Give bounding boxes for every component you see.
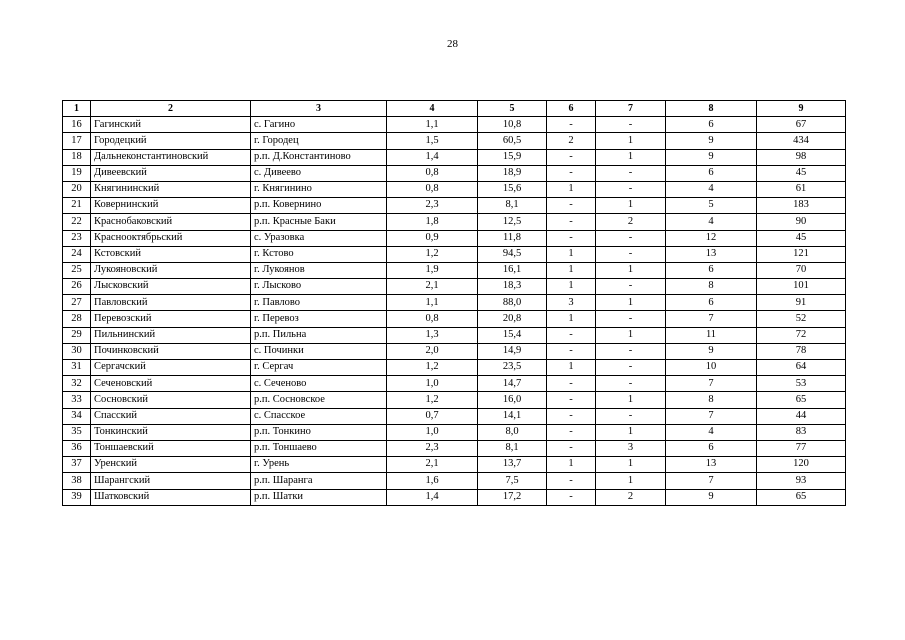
center-name-cell: р.п. Красные Баки <box>251 214 387 230</box>
col4-cell: 1,2 <box>387 246 478 262</box>
col6-cell: - <box>547 473 596 489</box>
col7-cell: 1 <box>596 327 666 343</box>
col6-cell: - <box>547 230 596 246</box>
col5-cell: 13,7 <box>478 457 547 473</box>
row-number-cell: 28 <box>63 311 91 327</box>
row-number-cell: 18 <box>63 149 91 165</box>
table-row <box>63 360 846 376</box>
col4-cell: 0,8 <box>387 165 478 181</box>
district-name-cell: Шатковский <box>91 489 251 505</box>
col7-cell: 1 <box>596 392 666 408</box>
row-number-cell: 17 <box>63 133 91 149</box>
col8-cell: 13 <box>666 457 757 473</box>
row-number-cell: 36 <box>63 440 91 456</box>
col7-cell: - <box>596 311 666 327</box>
table-row <box>63 133 846 149</box>
col6-cell: - <box>547 392 596 408</box>
row-number-cell: 32 <box>63 376 91 392</box>
header-cell: 6 <box>547 101 596 117</box>
col4-cell: 1,4 <box>387 149 478 165</box>
col4-cell: 2,3 <box>387 440 478 456</box>
col8-cell: 4 <box>666 214 757 230</box>
col4-cell: 1,5 <box>387 133 478 149</box>
row-number-cell: 23 <box>63 230 91 246</box>
col9-cell: 53 <box>757 376 846 392</box>
col6-cell: 1 <box>547 360 596 376</box>
col8-cell: 6 <box>666 117 757 133</box>
center-name-cell: с. Спасское <box>251 408 387 424</box>
district-name-cell: Ковернинский <box>91 198 251 214</box>
col5-cell: 8,1 <box>478 198 547 214</box>
district-name-cell: Дальнеконстантиновский <box>91 149 251 165</box>
district-name-cell: Гагинский <box>91 117 251 133</box>
col7-cell: - <box>596 117 666 133</box>
center-name-cell: р.п. Тоншаево <box>251 440 387 456</box>
col5-cell: 16,1 <box>478 262 547 278</box>
col8-cell: 9 <box>666 149 757 165</box>
table-row <box>63 165 846 181</box>
col4-cell: 1,2 <box>387 360 478 376</box>
center-name-cell: р.п. Д.Константиново <box>251 149 387 165</box>
col6-cell: 1 <box>547 457 596 473</box>
district-name-cell: Княгининский <box>91 181 251 197</box>
center-name-cell: г. Кстово <box>251 246 387 262</box>
district-name-cell: Спасский <box>91 408 251 424</box>
table-body <box>63 117 846 506</box>
header-cell: 5 <box>478 101 547 117</box>
row-number-cell: 21 <box>63 198 91 214</box>
center-name-cell: р.п. Пильна <box>251 327 387 343</box>
district-name-cell: Уренский <box>91 457 251 473</box>
header-cell: 2 <box>91 101 251 117</box>
table-row <box>63 457 846 473</box>
table-row <box>63 408 846 424</box>
table-row <box>63 424 846 440</box>
table-row <box>63 343 846 359</box>
col8-cell: 7 <box>666 376 757 392</box>
district-name-cell: Тоншаевский <box>91 440 251 456</box>
col6-cell: - <box>547 440 596 456</box>
col7-cell: - <box>596 181 666 197</box>
col6-cell: 2 <box>547 133 596 149</box>
center-name-cell: г. Городец <box>251 133 387 149</box>
col4-cell: 0,8 <box>387 181 478 197</box>
center-name-cell: г. Перевоз <box>251 311 387 327</box>
col5-cell: 23,5 <box>478 360 547 376</box>
table-row <box>63 440 846 456</box>
district-name-cell: Сосновский <box>91 392 251 408</box>
col6-cell: 1 <box>547 279 596 295</box>
table-row <box>63 230 846 246</box>
col9-cell: 65 <box>757 392 846 408</box>
col4-cell: 1,6 <box>387 473 478 489</box>
col9-cell: 91 <box>757 295 846 311</box>
district-name-cell: Краснооктябрьский <box>91 230 251 246</box>
col9-cell: 434 <box>757 133 846 149</box>
col5-cell: 18,3 <box>478 279 547 295</box>
col9-cell: 61 <box>757 181 846 197</box>
col6-cell: - <box>547 408 596 424</box>
row-number-cell: 25 <box>63 262 91 278</box>
col8-cell: 7 <box>666 311 757 327</box>
col8-cell: 9 <box>666 343 757 359</box>
center-name-cell: р.п. Ковернино <box>251 198 387 214</box>
center-name-cell: р.п. Сосновское <box>251 392 387 408</box>
col6-cell: - <box>547 376 596 392</box>
row-number-cell: 30 <box>63 343 91 359</box>
col4-cell: 1,0 <box>387 424 478 440</box>
district-name-cell: Пильнинский <box>91 327 251 343</box>
district-name-cell: Городецкий <box>91 133 251 149</box>
col8-cell: 8 <box>666 279 757 295</box>
col6-cell: - <box>547 214 596 230</box>
table-row <box>63 311 846 327</box>
col9-cell: 90 <box>757 214 846 230</box>
col9-cell: 121 <box>757 246 846 262</box>
district-name-cell: Лысковский <box>91 279 251 295</box>
district-name-cell: Тонкинский <box>91 424 251 440</box>
col8-cell: 4 <box>666 424 757 440</box>
district-name-cell: Лукояновский <box>91 262 251 278</box>
col5-cell: 94,5 <box>478 246 547 262</box>
col4-cell: 0,8 <box>387 311 478 327</box>
row-number-cell: 39 <box>63 489 91 505</box>
col4-cell: 2,3 <box>387 198 478 214</box>
col9-cell: 120 <box>757 457 846 473</box>
center-name-cell: с. Починки <box>251 343 387 359</box>
col9-cell: 183 <box>757 198 846 214</box>
center-name-cell: с. Гагино <box>251 117 387 133</box>
col5-cell: 16,0 <box>478 392 547 408</box>
col8-cell: 12 <box>666 230 757 246</box>
col5-cell: 60,5 <box>478 133 547 149</box>
col8-cell: 6 <box>666 440 757 456</box>
col5-cell: 88,0 <box>478 295 547 311</box>
table-row <box>63 473 846 489</box>
col9-cell: 78 <box>757 343 846 359</box>
col4-cell: 2,1 <box>387 457 478 473</box>
center-name-cell: г. Сергач <box>251 360 387 376</box>
center-name-cell: г. Урень <box>251 457 387 473</box>
row-number-cell: 29 <box>63 327 91 343</box>
col7-cell: 1 <box>596 457 666 473</box>
col9-cell: 52 <box>757 311 846 327</box>
col4-cell: 1,9 <box>387 262 478 278</box>
col9-cell: 64 <box>757 360 846 376</box>
col5-cell: 20,8 <box>478 311 547 327</box>
header-cell: 9 <box>757 101 846 117</box>
col7-cell: 2 <box>596 214 666 230</box>
header-cell: 4 <box>387 101 478 117</box>
table-row <box>63 246 846 262</box>
col6-cell: 3 <box>547 295 596 311</box>
table-row <box>63 295 846 311</box>
col4-cell: 0,9 <box>387 230 478 246</box>
col4-cell: 1,8 <box>387 214 478 230</box>
col6-cell: 1 <box>547 246 596 262</box>
col5-cell: 15,9 <box>478 149 547 165</box>
col5-cell: 8,1 <box>478 440 547 456</box>
center-name-cell: г. Лукоянов <box>251 262 387 278</box>
col9-cell: 93 <box>757 473 846 489</box>
table-row <box>63 327 846 343</box>
center-name-cell: р.п. Тонкино <box>251 424 387 440</box>
col6-cell: 1 <box>547 181 596 197</box>
header-cell: 1 <box>63 101 91 117</box>
district-name-cell: Шарангский <box>91 473 251 489</box>
col5-cell: 14,9 <box>478 343 547 359</box>
col7-cell: 1 <box>596 295 666 311</box>
col7-cell: - <box>596 376 666 392</box>
col5-cell: 11,8 <box>478 230 547 246</box>
col6-cell: - <box>547 343 596 359</box>
col5-cell: 8,0 <box>478 424 547 440</box>
col4-cell: 1,2 <box>387 392 478 408</box>
col6-cell: - <box>547 489 596 505</box>
center-name-cell: р.п. Шатки <box>251 489 387 505</box>
center-name-cell: г. Лысково <box>251 279 387 295</box>
table-row <box>63 279 846 295</box>
col7-cell: 1 <box>596 424 666 440</box>
col7-cell: - <box>596 230 666 246</box>
col4-cell: 1,3 <box>387 327 478 343</box>
district-name-cell: Перевозский <box>91 311 251 327</box>
col7-cell: 3 <box>596 440 666 456</box>
col8-cell: 7 <box>666 473 757 489</box>
table-row <box>63 117 846 133</box>
col6-cell: - <box>547 149 596 165</box>
table-row <box>63 262 846 278</box>
col7-cell: 1 <box>596 473 666 489</box>
header-cell: 8 <box>666 101 757 117</box>
col4-cell: 1,4 <box>387 489 478 505</box>
center-name-cell: г. Княгинино <box>251 181 387 197</box>
col7-cell: - <box>596 343 666 359</box>
col4-cell: 1,1 <box>387 295 478 311</box>
col4-cell: 1,0 <box>387 376 478 392</box>
col8-cell: 5 <box>666 198 757 214</box>
col6-cell: - <box>547 117 596 133</box>
center-name-cell: г. Павлово <box>251 295 387 311</box>
col5-cell: 12,5 <box>478 214 547 230</box>
table-row <box>63 392 846 408</box>
col8-cell: 13 <box>666 246 757 262</box>
district-name-cell: Дивеевский <box>91 165 251 181</box>
col9-cell: 67 <box>757 117 846 133</box>
row-number-cell: 31 <box>63 360 91 376</box>
page-number: 28 <box>447 38 458 50</box>
table-row <box>63 181 846 197</box>
center-name-cell: р.п. Шаранга <box>251 473 387 489</box>
col5-cell: 14,1 <box>478 408 547 424</box>
col9-cell: 83 <box>757 424 846 440</box>
row-number-cell: 19 <box>63 165 91 181</box>
col5-cell: 17,2 <box>478 489 547 505</box>
district-name-cell: Кстовский <box>91 246 251 262</box>
center-name-cell: с. Сеченово <box>251 376 387 392</box>
table-row <box>63 214 846 230</box>
col5-cell: 14,7 <box>478 376 547 392</box>
header-cell: 3 <box>251 101 387 117</box>
col5-cell: 15,6 <box>478 181 547 197</box>
district-name-cell: Сеченовский <box>91 376 251 392</box>
col7-cell: 1 <box>596 262 666 278</box>
center-name-cell: с. Дивеево <box>251 165 387 181</box>
col8-cell: 8 <box>666 392 757 408</box>
row-number-cell: 16 <box>63 117 91 133</box>
col4-cell: 2,1 <box>387 279 478 295</box>
col5-cell: 15,4 <box>478 327 547 343</box>
col9-cell: 98 <box>757 149 846 165</box>
col6-cell: 1 <box>547 311 596 327</box>
table-row <box>63 376 846 392</box>
row-number-cell: 37 <box>63 457 91 473</box>
header-cell: 7 <box>596 101 666 117</box>
district-name-cell: Павловский <box>91 295 251 311</box>
row-number-cell: 33 <box>63 392 91 408</box>
row-number-cell: 27 <box>63 295 91 311</box>
col9-cell: 45 <box>757 165 846 181</box>
col7-cell: - <box>596 360 666 376</box>
table-row <box>63 489 846 505</box>
col5-cell: 10,8 <box>478 117 547 133</box>
col7-cell: - <box>596 408 666 424</box>
col8-cell: 4 <box>666 181 757 197</box>
col9-cell: 70 <box>757 262 846 278</box>
row-number-cell: 24 <box>63 246 91 262</box>
table-header-row <box>63 101 846 117</box>
col9-cell: 101 <box>757 279 846 295</box>
col9-cell: 45 <box>757 230 846 246</box>
col8-cell: 9 <box>666 489 757 505</box>
col9-cell: 77 <box>757 440 846 456</box>
row-number-cell: 38 <box>63 473 91 489</box>
col7-cell: - <box>596 279 666 295</box>
table-row <box>63 149 846 165</box>
col9-cell: 72 <box>757 327 846 343</box>
col6-cell: - <box>547 165 596 181</box>
col7-cell: 2 <box>596 489 666 505</box>
col7-cell: - <box>596 165 666 181</box>
col7-cell: 1 <box>596 149 666 165</box>
row-number-cell: 26 <box>63 279 91 295</box>
col8-cell: 10 <box>666 360 757 376</box>
col4-cell: 1,1 <box>387 117 478 133</box>
col6-cell: - <box>547 327 596 343</box>
col6-cell: 1 <box>547 262 596 278</box>
col5-cell: 18,9 <box>478 165 547 181</box>
row-number-cell: 34 <box>63 408 91 424</box>
col7-cell: 1 <box>596 198 666 214</box>
district-data-table <box>62 100 846 506</box>
row-number-cell: 35 <box>63 424 91 440</box>
row-number-cell: 22 <box>63 214 91 230</box>
col6-cell: - <box>547 198 596 214</box>
table-row <box>63 198 846 214</box>
col8-cell: 9 <box>666 133 757 149</box>
col8-cell: 6 <box>666 295 757 311</box>
col5-cell: 7,5 <box>478 473 547 489</box>
col4-cell: 0,7 <box>387 408 478 424</box>
col9-cell: 65 <box>757 489 846 505</box>
col4-cell: 2,0 <box>387 343 478 359</box>
col9-cell: 44 <box>757 408 846 424</box>
col8-cell: 7 <box>666 408 757 424</box>
col7-cell: - <box>596 246 666 262</box>
col7-cell: 1 <box>596 133 666 149</box>
col8-cell: 11 <box>666 327 757 343</box>
row-number-cell: 20 <box>63 181 91 197</box>
col6-cell: - <box>547 424 596 440</box>
district-name-cell: Сергачский <box>91 360 251 376</box>
district-name-cell: Краснобаковский <box>91 214 251 230</box>
col8-cell: 6 <box>666 165 757 181</box>
center-name-cell: с. Уразовка <box>251 230 387 246</box>
col8-cell: 6 <box>666 262 757 278</box>
district-name-cell: Починковский <box>91 343 251 359</box>
